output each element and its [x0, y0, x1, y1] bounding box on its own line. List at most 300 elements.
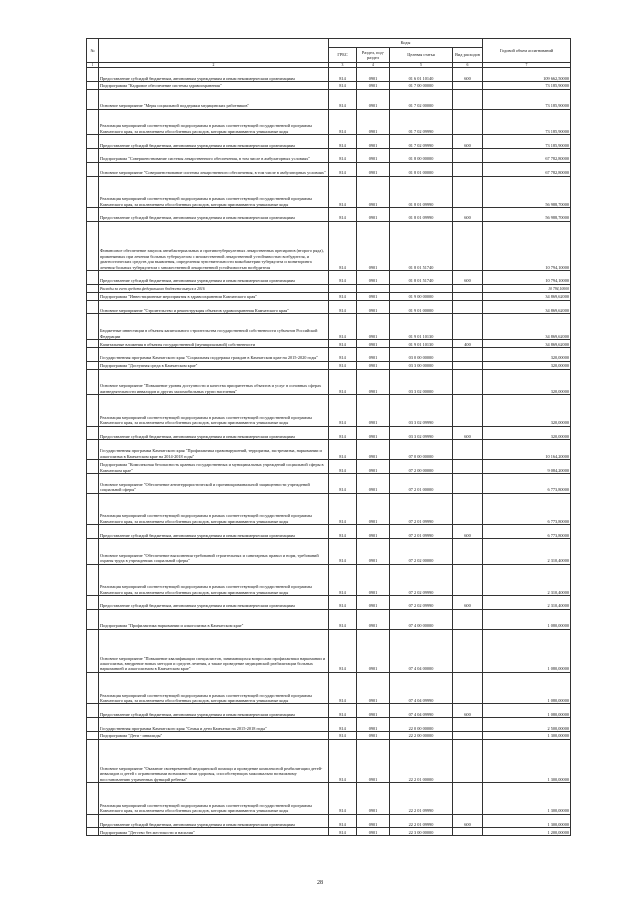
row-vr: 600 — [453, 814, 483, 828]
row-grbs: 814 — [329, 68, 357, 82]
row-vr: 600 — [453, 525, 483, 539]
row-vr — [453, 564, 483, 596]
row-razdel: 0901 — [357, 828, 390, 836]
row-csr: 07 2 02 09990 — [390, 564, 453, 596]
row-amount: 6 773,80000 — [483, 493, 571, 525]
row-csr: 03 3 02 00000 — [390, 369, 453, 395]
row-amount: 1 080,00000 — [483, 609, 571, 629]
row-name: Подпрограмма "Детство без жестокости и насилия" — [99, 828, 329, 836]
table-row — [87, 361, 571, 369]
row-name: Предоставление субсидий бюджетным, автономным учреждениям и иным некоммерческим организациям — [99, 426, 329, 440]
col-index: 7 — [483, 63, 571, 68]
header-csr: Целевая статья — [390, 48, 453, 63]
row-csr: 07 2 02 09990 — [390, 596, 453, 610]
row-grbs: 814 — [329, 89, 357, 109]
row-razdel: 0901 — [357, 176, 390, 208]
row-vr — [453, 109, 483, 135]
row-vr — [453, 347, 483, 361]
row-amount: 1 080,00000 — [483, 629, 571, 672]
row-razdel: 0901 — [357, 564, 390, 596]
row-razdel: 0901 — [357, 369, 390, 395]
row-num — [87, 609, 99, 629]
table-row — [87, 525, 571, 539]
table-row — [87, 284, 571, 292]
row-csr: 01 7 02 09990 — [390, 135, 453, 149]
header-name — [99, 39, 329, 63]
table-row — [87, 564, 571, 596]
row-csr: 01 9 01 00000 — [390, 300, 453, 314]
table-row — [87, 596, 571, 610]
header-razdel: Раздел, под-раздел — [357, 48, 390, 63]
row-razdel: 0901 — [357, 814, 390, 828]
row-vr — [453, 493, 483, 525]
row-vr — [453, 361, 483, 369]
row-vr — [453, 718, 483, 732]
row-razdel: 0901 — [357, 718, 390, 732]
row-amount: 320,00000 — [483, 426, 571, 440]
row-amount: 67 782,80000 — [483, 148, 571, 162]
row-num — [87, 109, 99, 135]
header-num: № — [87, 39, 99, 63]
row-vr — [453, 82, 483, 90]
header-vr: Вид расходов — [453, 48, 483, 63]
row-razdel: 0901 — [357, 426, 390, 440]
row-num — [87, 783, 99, 815]
row-vr: 600 — [453, 208, 483, 222]
row-num — [87, 176, 99, 208]
row-num — [87, 672, 99, 704]
row-grbs: 814 — [329, 361, 357, 369]
row-name: Государственная программа Камчатского края "Социальная поддержка граждан в Камчатском крае на 2015-2020 годы" — [99, 347, 329, 361]
table-row — [87, 369, 571, 395]
row-grbs: 814 — [329, 340, 357, 348]
table-row — [87, 82, 571, 90]
row-razdel: 0901 — [357, 68, 390, 82]
row-grbs: 814 — [329, 208, 357, 222]
row-vr — [453, 460, 483, 474]
row-grbs: 814 — [329, 176, 357, 208]
row-num — [87, 340, 99, 348]
row-num — [87, 68, 99, 82]
budget-table-sheet — [86, 38, 570, 836]
row-grbs: 814 — [329, 473, 357, 493]
col-index: 3 — [329, 63, 357, 68]
row-csr: 07 2 01 09990 — [390, 493, 453, 525]
row-grbs: 814 — [329, 271, 357, 285]
row-name: Основное мероприятие "Совершенствование системы лекарственного обеспечения, в том числе в амбулаторных условиях" — [99, 162, 329, 176]
row-amount: 1 080,00000 — [483, 704, 571, 718]
row-csr: 22 2 01 00000 — [390, 739, 453, 782]
row-num — [87, 739, 99, 782]
row-csr: 01 8 01 09990 — [390, 176, 453, 208]
row-razdel: 0901 — [357, 292, 390, 300]
row-csr: 01 9 00 00000 — [390, 292, 453, 300]
page-number: 28 — [317, 880, 323, 886]
col-index: 1 — [87, 63, 99, 68]
row-name: Подпрограмма "Профилактика наркомании и алкоголизма в Камчатском крае" — [99, 609, 329, 629]
row-vr — [453, 538, 483, 564]
table-row — [87, 473, 571, 493]
row-razdel: 0901 — [357, 783, 390, 815]
table-row — [87, 814, 571, 828]
row-csr: 22 0 00 00000 — [390, 718, 453, 732]
row-name: Реализация мероприятий соответствующей подпрограммы в рамках соответствующей государственной программы Камчатского края, за исключением обособленных расходов, которым присваиваются уникальные коды — [99, 672, 329, 704]
row-amount: 2 310,40000 — [483, 564, 571, 596]
row-csr: 03 3 02 09990 — [390, 426, 453, 440]
row-csr: 01 8 01 09990 — [390, 208, 453, 222]
row-vr — [453, 440, 483, 460]
row-grbs: 814 — [329, 82, 357, 90]
table-row — [87, 739, 571, 782]
row-csr: 01 8 01 51740 — [390, 221, 453, 270]
row-csr: 01 7 02 09990 — [390, 109, 453, 135]
row-name: Бюджетные инвестиции в объекты капитального строительства государственной собственности субъектов Российской Федерации — [99, 314, 329, 340]
row-name: Расходы за счет средств федерального бюджета выпуск в 2016 — [99, 284, 329, 292]
row-amount: 320,00000 — [483, 361, 571, 369]
row-name: Предоставление субсидий бюджетным, автономным учреждениям и иным некоммерческим организациям — [99, 814, 329, 828]
table-row — [87, 426, 571, 440]
row-num — [87, 731, 99, 739]
col-index: 2 — [99, 63, 329, 68]
row-name: Основное мероприятие "Обеспечение антитеррористической и противокриминальной защищенности учреждений социальной сферы" — [99, 473, 329, 493]
row-name: Реализация мероприятий соответствующей подпрограммы в рамках соответствующей государственной программы Камчатского края, за исключением обособленных расходов, которым присваиваются уникальные коды — [99, 109, 329, 135]
row-vr: 600 — [453, 135, 483, 149]
row-grbs: 814 — [329, 596, 357, 610]
table-row — [87, 340, 571, 348]
row-csr — [390, 284, 453, 292]
row-name: Основное мероприятие "Оказание своевременной медицинской помощи и проведение комплексной реабилитации детей-инвалидов и детей с ограниченными возможностями здоровья, способствующих максимально возможному восстановлению утраченных функций ребенка" — [99, 739, 329, 782]
row-razdel: 0901 — [357, 739, 390, 782]
row-amount: 1 200,00000 — [483, 828, 571, 836]
row-amount: 9 084,20000 — [483, 460, 571, 474]
row-vr — [453, 176, 483, 208]
row-num — [87, 292, 99, 300]
row-num — [87, 314, 99, 340]
row-name: Финансовое обеспечение закупок антибактериальных и противотуберкулезных лекарственных препаратов (второго ряда), применяемых при лечении больных туберкулезом с множественной лекарственной устойчивостью возбудителя, и диагностических средств для выявления, определения чувствительности микобактерии туберкулеза и мониторинга лечения больных туберкулезом с множественной лекарственной устойчивостью возбудителя — [99, 221, 329, 270]
row-grbs: 814 — [329, 538, 357, 564]
header-grbs: ГРБС — [329, 48, 357, 63]
row-grbs: 814 — [329, 369, 357, 395]
row-amount: 56 988,70000 — [483, 176, 571, 208]
row-razdel: 0901 — [357, 82, 390, 90]
row-razdel: 0901 — [357, 525, 390, 539]
row-csr: 01 7 00 00000 — [390, 82, 453, 90]
row-grbs: 814 — [329, 314, 357, 340]
row-csr: 22 2 00 00000 — [390, 731, 453, 739]
row-razdel: 0901 — [357, 731, 390, 739]
row-name: Подпрограмма "Кадровое обеспечение системы здравоохранения" — [99, 82, 329, 90]
row-csr: 01 9 01 10130 — [390, 340, 453, 348]
row-num — [87, 395, 99, 427]
table-row — [87, 271, 571, 285]
row-csr: 07 4 04 09990 — [390, 672, 453, 704]
table-row — [87, 783, 571, 815]
row-csr: 01 8 01 51740 — [390, 271, 453, 285]
row-csr: 07 0 00 00000 — [390, 440, 453, 460]
row-amount: 2 500,00000 — [483, 718, 571, 732]
row-grbs: 814 — [329, 564, 357, 596]
row-name: Государственная программа Камчатского края "Профилактика правонарушений, терроризма, экстремизма, наркомании и алкоголизма в Камчатском крае на 2014-2018 годы" — [99, 440, 329, 460]
row-num — [87, 89, 99, 109]
row-name: Основное мероприятие "Повышение уровня доступности и качества приоритетных объектов и услуг в основных сферах жизнедеятельности инвалидов и других маломобильных групп населения" — [99, 369, 329, 395]
row-grbs: 814 — [329, 109, 357, 135]
row-name: Реализация мероприятий соответствующей подпрограммы в рамках соответствующей государственной программы Камчатского края, за исключением обособленных расходов, которым присваиваются уникальные коды — [99, 564, 329, 596]
table-row — [87, 828, 571, 836]
row-grbs: 814 — [329, 629, 357, 672]
row-vr — [453, 300, 483, 314]
row-razdel: 0901 — [357, 300, 390, 314]
row-name: Реализация мероприятий соответствующей подпрограммы в рамках соответствующей государственной программы Камчатского края, за исключением обособленных расходов, которым присваиваются уникальные коды — [99, 395, 329, 427]
row-num — [87, 208, 99, 222]
row-name: Подпрограмма "Совершенствование системы лекарственного обеспечения, в том числе в амбулаторных условиях" — [99, 148, 329, 162]
table-row — [87, 731, 571, 739]
row-amount: 109 662,50000 — [483, 68, 571, 82]
row-num — [87, 704, 99, 718]
row-name: Предоставление субсидий бюджетным, автономным учреждениям и иным некоммерческим организациям — [99, 208, 329, 222]
row-name: Реализация мероприятий соответствующей подпрограммы в рамках соответствующей государственной программы Камчатского края, за исключением обособленных расходов, которым присваиваются уникальные коды — [99, 783, 329, 815]
row-name: Основное мероприятие "Строительство и реконструкция объектов здравоохранения Камчатского края" — [99, 300, 329, 314]
row-amount: 320,00000 — [483, 395, 571, 427]
row-name: Предоставление субсидий бюджетным, автономным учреждениям и иным некоммерческим организациям — [99, 271, 329, 285]
row-grbs: 814 — [329, 525, 357, 539]
row-amount: 10 794,10000 — [483, 271, 571, 285]
row-num — [87, 135, 99, 149]
row-num — [87, 460, 99, 474]
row-csr: 22 2 01 09990 — [390, 783, 453, 815]
row-vr: 400 — [453, 340, 483, 348]
table-row — [87, 176, 571, 208]
row-num — [87, 284, 99, 292]
row-num — [87, 369, 99, 395]
row-razdel: 0901 — [357, 89, 390, 109]
row-csr: 01 6 01 10140 — [390, 68, 453, 82]
row-amount: 1 300,00000 — [483, 814, 571, 828]
row-grbs: 814 — [329, 672, 357, 704]
row-grbs: 814 — [329, 828, 357, 836]
row-grbs: 814 — [329, 783, 357, 815]
row-grbs: 814 — [329, 731, 357, 739]
row-amount: 34 869,62000 — [483, 292, 571, 300]
row-csr: 07 2 02 00000 — [390, 538, 453, 564]
row-name: Реализация мероприятий соответствующей подпрограммы в рамках соответствующей государственной программы Камчатского края, за исключением обособленных расходов, которым присваиваются уникальные коды — [99, 176, 329, 208]
row-razdel: 0901 — [357, 221, 390, 270]
row-num — [87, 271, 99, 285]
table-row — [87, 109, 571, 135]
row-razdel: 0901 — [357, 347, 390, 361]
row-amount: 56 988,70000 — [483, 208, 571, 222]
row-num — [87, 596, 99, 610]
row-amount: 10 794,10000 — [483, 221, 571, 270]
row-razdel: 0901 — [357, 395, 390, 427]
table-body — [87, 68, 571, 836]
row-amount: 320,00000 — [483, 369, 571, 395]
row-grbs: 814 — [329, 493, 357, 525]
row-name: Предоставление субсидий бюджетным, автономным учреждениям и иным некоммерческим организациям — [99, 68, 329, 82]
row-num — [87, 828, 99, 836]
row-grbs: 814 — [329, 440, 357, 460]
row-razdel: 0901 — [357, 340, 390, 348]
row-vr — [453, 314, 483, 340]
row-name: Основное мероприятие "Меры социальной поддержки медицинских работников" — [99, 89, 329, 109]
row-razdel: 0901 — [357, 109, 390, 135]
row-name: Подпрограмма "Дети - инвалиды" — [99, 731, 329, 739]
table-row — [87, 629, 571, 672]
row-amount: 73 185,90000 — [483, 89, 571, 109]
table-row — [87, 347, 571, 361]
row-amount: 10 794,10000 — [483, 284, 571, 292]
row-razdel — [357, 284, 390, 292]
row-razdel: 0901 — [357, 596, 390, 610]
row-razdel: 0901 — [357, 271, 390, 285]
row-csr: 01 8 00 00000 — [390, 148, 453, 162]
row-grbs: 814 — [329, 395, 357, 427]
row-amount: 2 310,40000 — [483, 538, 571, 564]
table-row — [87, 300, 571, 314]
row-name: Предоставление субсидий бюджетным, автономным учреждениям и иным некоммерческим организациям — [99, 135, 329, 149]
row-amount: 34 869,62000 — [483, 314, 571, 340]
table-row — [87, 221, 571, 270]
row-amount: 6 773,80000 — [483, 473, 571, 493]
row-num — [87, 629, 99, 672]
row-csr: 07 2 01 09990 — [390, 525, 453, 539]
table-row — [87, 395, 571, 427]
row-name: Государственная программа Камчатского края "Семья и дети Камчатки на 2015-2018 годы" — [99, 718, 329, 732]
row-razdel: 0901 — [357, 629, 390, 672]
row-grbs: 814 — [329, 814, 357, 828]
row-razdel: 0901 — [357, 493, 390, 525]
col-index: 6 — [453, 63, 483, 68]
row-grbs: 814 — [329, 426, 357, 440]
row-amount: 1 300,00000 — [483, 731, 571, 739]
table-row — [87, 440, 571, 460]
row-num — [87, 440, 99, 460]
table-row — [87, 208, 571, 222]
row-vr: 600 — [453, 596, 483, 610]
row-csr: 03 3 02 09990 — [390, 395, 453, 427]
row-razdel: 0901 — [357, 538, 390, 564]
row-num — [87, 300, 99, 314]
row-amount: 34 869,62000 — [483, 300, 571, 314]
row-num — [87, 148, 99, 162]
row-amount: 73 185,90000 — [483, 82, 571, 90]
row-amount: 1 080,00000 — [483, 672, 571, 704]
row-grbs: 814 — [329, 292, 357, 300]
row-vr: 600 — [453, 426, 483, 440]
row-csr: 07 2 01 00000 — [390, 473, 453, 493]
row-num — [87, 525, 99, 539]
row-amount: 1 300,00000 — [483, 739, 571, 782]
table-row — [87, 718, 571, 732]
row-vr — [453, 672, 483, 704]
row-csr: 01 9 01 10130 — [390, 314, 453, 340]
row-vr — [453, 739, 483, 782]
row-vr: 600 — [453, 271, 483, 285]
row-vr — [453, 629, 483, 672]
table-row — [87, 538, 571, 564]
row-grbs: 814 — [329, 609, 357, 629]
col-index: 5 — [390, 63, 453, 68]
row-name: Капитальные вложения в объекты государственной (муниципальной) собственности — [99, 340, 329, 348]
row-vr — [453, 369, 483, 395]
header-codes: Коды — [329, 39, 483, 48]
row-razdel: 0901 — [357, 609, 390, 629]
table-row — [87, 135, 571, 149]
row-grbs: 814 — [329, 718, 357, 732]
table-row — [87, 292, 571, 300]
row-name: Подпрограмма "Доступная среда в Камчатском крае" — [99, 361, 329, 369]
row-num — [87, 361, 99, 369]
row-grbs: 814 — [329, 460, 357, 474]
row-vr — [453, 395, 483, 427]
row-vr — [453, 783, 483, 815]
row-vr — [453, 473, 483, 493]
table-row — [87, 148, 571, 162]
row-amount: 34 869,62000 — [483, 340, 571, 348]
table-row — [87, 704, 571, 718]
row-num — [87, 221, 99, 270]
row-vr — [453, 609, 483, 629]
row-csr: 22 2 01 09990 — [390, 814, 453, 828]
row-razdel: 0901 — [357, 135, 390, 149]
row-vr: 600 — [453, 68, 483, 82]
row-num — [87, 493, 99, 525]
row-grbs: 814 — [329, 347, 357, 361]
row-name: Подпрограмма "Инвестиционные мероприятия в здравоохранении Камчатского края" — [99, 292, 329, 300]
row-grbs: 814 — [329, 221, 357, 270]
row-amount: 1 300,00000 — [483, 783, 571, 815]
row-csr: 01 7 02 00000 — [390, 89, 453, 109]
row-razdel: 0901 — [357, 440, 390, 460]
row-amount: 320,00000 — [483, 347, 571, 361]
row-csr: 07 4 04 00000 — [390, 629, 453, 672]
row-razdel: 0901 — [357, 672, 390, 704]
table-row — [87, 314, 571, 340]
row-num — [87, 426, 99, 440]
row-grbs: 814 — [329, 162, 357, 176]
table-row — [87, 672, 571, 704]
col-index: 4 — [357, 63, 390, 68]
row-csr: 03 0 00 00000 — [390, 347, 453, 361]
row-grbs: 814 — [329, 739, 357, 782]
row-vr — [453, 162, 483, 176]
row-razdel: 0901 — [357, 704, 390, 718]
row-amount: 67 782,80000 — [483, 162, 571, 176]
row-amount: 10 164,20000 — [483, 440, 571, 460]
row-name: Предоставление субсидий бюджетным, автономным учреждениям и иным некоммерческим организациям — [99, 525, 329, 539]
budget-table — [86, 38, 571, 836]
row-vr: 600 — [453, 704, 483, 718]
row-vr — [453, 89, 483, 109]
table-row — [87, 460, 571, 474]
row-grbs: 814 — [329, 135, 357, 149]
row-amount: 2 310,40000 — [483, 596, 571, 610]
table-row — [87, 609, 571, 629]
row-csr: 07 4 04 09990 — [390, 704, 453, 718]
table-row — [87, 493, 571, 525]
row-num — [87, 564, 99, 596]
table-row — [87, 68, 571, 82]
row-grbs: 814 — [329, 148, 357, 162]
row-vr — [453, 284, 483, 292]
row-razdel: 0901 — [357, 460, 390, 474]
row-amount: 73 185,90000 — [483, 135, 571, 149]
row-amount: 73 185,90000 — [483, 109, 571, 135]
row-amount: 6 773,80000 — [483, 525, 571, 539]
row-name: Основное мероприятие "Обеспечение выполнения требований строительных и санитарных правил и норм, требований охраны труда в учреждениях социальной сферы" — [99, 538, 329, 564]
row-vr — [453, 292, 483, 300]
row-vr — [453, 731, 483, 739]
row-num — [87, 814, 99, 828]
